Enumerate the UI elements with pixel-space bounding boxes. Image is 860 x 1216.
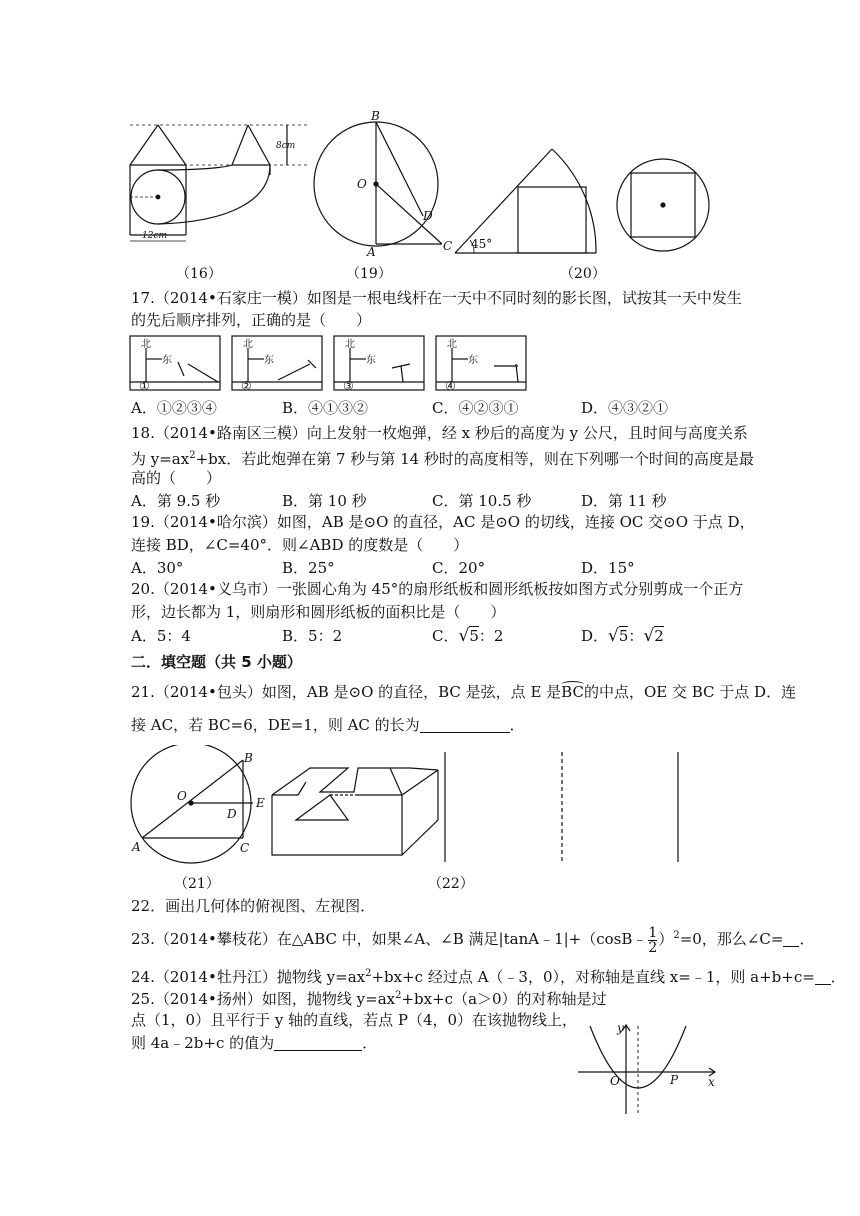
figure-16 bbox=[130, 125, 310, 241]
mid-figures bbox=[125, 745, 700, 870]
caption-20: （20） bbox=[560, 266, 606, 282]
figure-20-circle bbox=[617, 159, 709, 251]
panel1-east: 东 bbox=[162, 355, 172, 366]
fig19-label-c: C bbox=[443, 239, 453, 253]
q17-option-a: A．①②③④ bbox=[131, 399, 217, 417]
fig20-angle-label: 45° bbox=[471, 237, 493, 251]
q23-answer-blank[interactable] bbox=[783, 930, 799, 947]
q18-option-b: B．第 10 秒 bbox=[282, 492, 367, 510]
fig25-label-x: x bbox=[708, 1075, 715, 1089]
fig21-label-d: D bbox=[227, 807, 237, 821]
q20-option-a: A．5：4 bbox=[131, 627, 191, 645]
caption-21: （21） bbox=[174, 876, 220, 892]
fig21-label-a: A bbox=[132, 840, 141, 854]
fig21-label-b: B bbox=[244, 751, 253, 765]
q20-text-line1: 20.（2014•义乌市）一张圆心角为 45°的扇形纸板和圆形纸板按如图方式分别剪成一个正方 bbox=[131, 580, 744, 598]
q18-option-d: D．第 11 秒 bbox=[581, 492, 667, 510]
fig19-label-b: B bbox=[371, 109, 380, 123]
caption-16: （16） bbox=[176, 266, 222, 282]
q18-text-line1: 18.（2014•路南区三模）向上发射一枚炮弹，经 x 秒后的高度为 y 公尺，且时间与高度关系 bbox=[131, 424, 748, 442]
figure-22 bbox=[272, 752, 678, 862]
q25-text-line1: 25.（2014•扬州）如图，抛物线 $y=ax^2+bx+c(a>0)$的对称轴是过 bbox=[131, 990, 607, 1008]
q17-option-d: D．④③②① bbox=[581, 399, 669, 417]
q19-text-line1: 19.（2014•哈尔滨）如图，AB 是⊙O 的直径，AC 是⊙O 的切线，连接 OC 交⊙O 于点 D， bbox=[131, 513, 755, 531]
figure-21 bbox=[131, 745, 265, 863]
q20-option-c: C．√5：2 bbox=[432, 626, 504, 646]
fig25-label-p: P bbox=[670, 1073, 679, 1087]
q18-text-line3: 高的（ ） bbox=[131, 469, 222, 487]
figure-25 bbox=[574, 1018, 724, 1118]
panel3-north: 北 bbox=[345, 339, 355, 350]
panel2-east: 东 bbox=[264, 355, 274, 366]
panel3-east: 东 bbox=[366, 355, 376, 366]
q18-option-c: C．第 10.5 秒 bbox=[432, 492, 532, 510]
fig21-label-o: O bbox=[177, 789, 187, 803]
panel1-north: 北 bbox=[141, 339, 151, 350]
q25-answer-blank[interactable] bbox=[274, 1034, 362, 1051]
q18-text-line2: 为 $y=ax^2+bx$．若此炮弹在第 7 秒与第 14 秒时的高度相等，则在下列哪一个时间的高度是最 bbox=[131, 450, 754, 468]
q20-text-line2: 形，边长都为 1，则扇形和圆形纸板的面积比是（ ） bbox=[131, 603, 506, 621]
q17-text-line2: 的先后顺序排列，正确的是（ ） bbox=[131, 311, 372, 329]
top-figures bbox=[120, 105, 740, 265]
q20-option-d: D．√5：√2 bbox=[581, 626, 664, 646]
panel4-number: ④ bbox=[445, 379, 456, 393]
q21-answer-blank[interactable] bbox=[420, 716, 510, 733]
fig19-label-o: O bbox=[357, 177, 367, 191]
fig19-label-a: A bbox=[367, 245, 376, 259]
q19-option-d: D．15° bbox=[581, 559, 635, 577]
fig25-label-o: O bbox=[610, 1074, 620, 1088]
q19-option-a: A．30° bbox=[131, 559, 184, 577]
q25-text-line2: 点（1，0）且平行于 y 轴的直线，若点 P（4，0）在该抛物线上， bbox=[131, 1011, 578, 1029]
q20-option-b: B．5：2 bbox=[282, 627, 343, 645]
fig21-label-c: C bbox=[240, 841, 250, 855]
q19-text-line2: 连接 BD，∠C=40°．则∠ABD 的度数是（ ） bbox=[131, 536, 469, 554]
panel3-number: ③ bbox=[343, 379, 354, 393]
panel2-number: ② bbox=[241, 379, 252, 393]
fig19-label-d: D bbox=[423, 209, 433, 223]
q18-option-a: A．第 9.5 秒 bbox=[131, 492, 221, 510]
figure-19 bbox=[314, 109, 452, 259]
fig21-label-e: E bbox=[256, 796, 265, 810]
q23-text: 23.（2014•攀枝花）在△ABC 中，如果∠A、∠B 满足|tanA﹣1|+（cosB﹣ $\frac{1}{2}$ ）$^2$=0，那么∠C= ． bbox=[131, 924, 815, 956]
q19-option-c: C．20° bbox=[432, 559, 486, 577]
panel2-north: 北 bbox=[243, 339, 253, 350]
section-title-fill-in: 二．填空题（共 5 小题） bbox=[131, 653, 302, 671]
q19-option-b: B．25° bbox=[282, 559, 335, 577]
q25-text-line3: 则 4a﹣2b+c 的值为 ． bbox=[131, 1034, 378, 1052]
q24-text: 24.（2014•牡丹江）抛物线 $y=ax^2+bx+c$ 经过点 A（﹣3，0），对称轴是直线 x=﹣1，则 a+b+c= ． bbox=[131, 968, 846, 986]
q24-answer-blank[interactable] bbox=[815, 968, 831, 985]
caption-22: （22） bbox=[428, 876, 474, 892]
figure-20 bbox=[455, 149, 596, 253]
q17-shadow-panels bbox=[128, 334, 528, 394]
q21-text-line2: 接 AC，若 BC=6，DE=1，则 AC 的长为 ． bbox=[131, 716, 525, 734]
panel4-east: 东 bbox=[468, 355, 478, 366]
panel4-north: 北 bbox=[447, 339, 457, 350]
panel1-number: ① bbox=[139, 379, 150, 393]
q22-text: 22．画出几何体的俯视图、左视图． bbox=[131, 897, 376, 915]
fig16-width-label: 12cm bbox=[142, 231, 168, 241]
caption-19: （19） bbox=[346, 266, 392, 282]
fig16-height-label: 8cm bbox=[276, 141, 296, 151]
q21-text-line1: 21.（2014•包头）如图，AB 是⊙O 的直径，BC 是弦，点 E 是 BC的中点，OE 交 BC 于点 D．连 bbox=[131, 683, 797, 701]
fig25-label-y: y bbox=[617, 1021, 624, 1035]
q17-option-c: C．④②③① bbox=[432, 399, 519, 417]
q17-option-b: B．④①③② bbox=[282, 399, 369, 417]
q17-text-line1: 17.（2014•石家庄一模）如图是一根电线杆在一天中不同时刻的影长图，试按其一天中发生 bbox=[131, 289, 742, 307]
